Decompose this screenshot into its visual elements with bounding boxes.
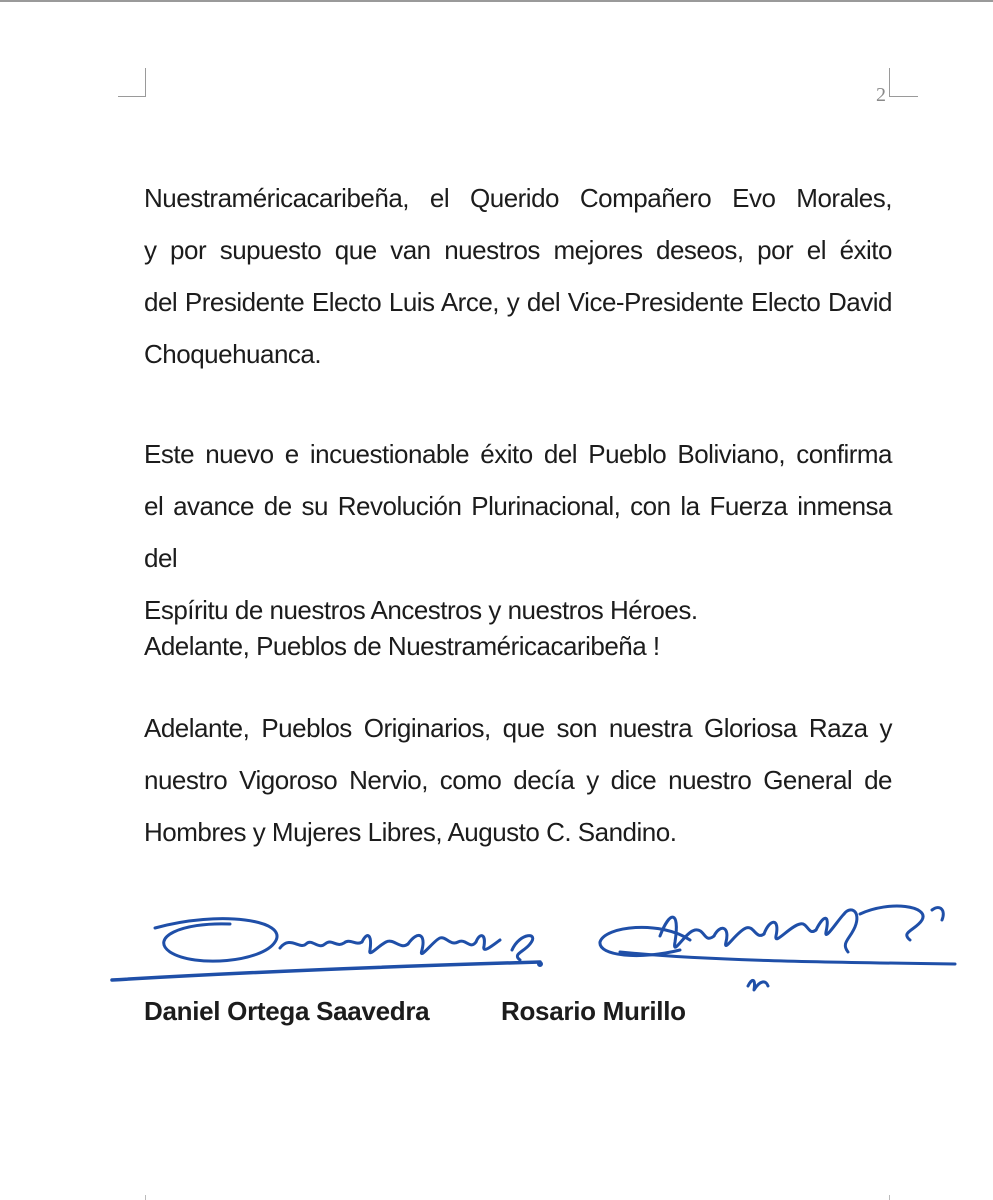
margin-mark-bottom-right	[889, 1195, 918, 1200]
paragraph-line: Este nuevo e incuestionable éxito del Pueblo Boliviano, confirma	[144, 439, 892, 469]
paragraph-line: Hombres y Mujeres Libres, Augusto C. Sandino.	[144, 817, 677, 847]
paragraph-1	[144, 172, 892, 380]
paragraph-4	[144, 702, 892, 858]
signatory-name-rosario-murillo: Rosario Murillo	[501, 996, 686, 1026]
paragraph-2	[144, 428, 892, 636]
window-top-border	[0, 0, 993, 2]
paragraph-line: el avance de su Revolución Plurinacional, con la Fuerza inmensa del	[144, 491, 892, 573]
paragraph-line: Choquehuanca.	[144, 339, 322, 369]
paragraph-3	[144, 620, 892, 672]
signatory-name-daniel-ortega: Daniel Ortega Saavedra	[144, 996, 430, 1026]
margin-mark-top-left	[118, 68, 146, 97]
paragraph-line: Adelante, Pueblos de Nuestraméricacaribeña !	[144, 631, 660, 661]
paragraph-line: Espíritu de nuestros Ancestros y nuestros Héroes.	[144, 595, 698, 625]
signature-rosario-murillo	[600, 906, 955, 990]
paragraph-line: Adelante, Pueblos Originarios, que son nuestra Gloriosa Raza y	[144, 713, 892, 743]
paragraph-line: y por supuesto que van nuestros mejores deseos, por el éxito	[144, 235, 892, 265]
margin-mark-bottom-left	[118, 1195, 146, 1200]
margin-mark-top-right	[889, 68, 918, 97]
handwritten-signatures	[100, 880, 980, 1000]
paragraph-line: nuestro Vigoroso Nervio, como decía y dice nuestro General de	[144, 765, 892, 795]
page-number: 2	[876, 84, 886, 106]
paragraph-line: del Presidente Electo Luis Arce, y del Vice-Presidente Electo David	[144, 287, 892, 317]
signature-daniel-ortega	[112, 919, 542, 980]
paragraph-line: Nuestraméricacaribeña, el Querido Compañero Evo Morales,	[144, 183, 892, 213]
